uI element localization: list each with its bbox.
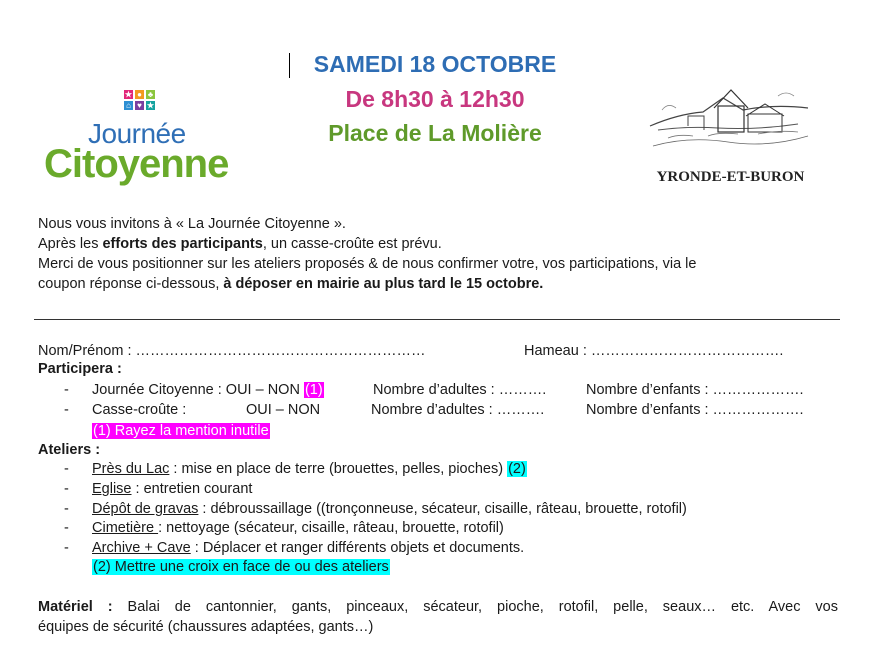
journee-adults-field[interactable]: Nombre d’adultes : ……….: [373, 382, 547, 398]
casse-croute-label: Casse-croûte :: [92, 402, 187, 418]
event-place: Place de La Molière: [328, 120, 542, 146]
dash: -: [64, 382, 69, 398]
atelier-desc: : nettoyage (sécateur, cisaille, râteau, brouette, rotofil): [158, 520, 504, 536]
casse-croute-choice[interactable]: OUI – NON: [246, 402, 321, 418]
village-sketch-icon: [648, 86, 813, 166]
intro-line: [38, 234, 838, 254]
note-2: (2) Mettre une croix en face de ou des ateliers: [93, 559, 389, 575]
intro-text: coupon réponse ci-dessous,: [38, 276, 224, 292]
materiel-paragraph: [38, 597, 838, 637]
note-mark-2: (2): [508, 461, 526, 477]
casse-croute-children-field[interactable]: Nombre d’enfants : ……………….: [586, 402, 804, 418]
atelier-name: Archive + Cave: [92, 540, 191, 556]
atelier-name: Dépôt de gravas: [92, 501, 199, 517]
atelier-name: Cimetière: [92, 520, 159, 536]
atelier-item[interactable]: [92, 539, 524, 558]
note-1: (1) Rayez la mention inutile: [93, 423, 269, 439]
logo-square-icon: ♥: [135, 101, 144, 110]
materiel-text: équipes de sécurité (chaussures adaptées, gants…): [38, 619, 374, 635]
materiel-label: Matériel :: [38, 599, 113, 615]
materiel-text: Balai de cantonnier, gants, pinceaux, sécateur, pioche, rotofil, pelle, seaux… etc. Avec vos: [112, 599, 838, 615]
atelier-item[interactable]: [92, 519, 504, 538]
logo-square-icon: ★: [146, 101, 155, 110]
intro-paragraph: [38, 214, 838, 294]
ateliers-heading: [38, 441, 100, 460]
atelier-name: Près du Lac: [92, 461, 170, 477]
dash: -: [64, 402, 69, 418]
journee-label: Journée Citoyenne : OUI – NON: [92, 382, 300, 398]
logo-word-citoyenne: Citoyenne: [44, 142, 229, 186]
atelier-item[interactable]: [92, 460, 527, 479]
atelier-item[interactable]: [92, 480, 252, 499]
intro-bold: efforts des participants: [102, 236, 263, 252]
logo-square-icon: ★: [124, 90, 133, 99]
intro-line: [38, 274, 838, 294]
logo-word-journee: Journée: [88, 118, 186, 149]
logo-square-icon: ⌂: [124, 101, 133, 110]
participera-heading: [38, 360, 122, 379]
dash: -: [64, 461, 69, 477]
ateliers-label: Ateliers :: [38, 442, 101, 458]
hameau-field[interactable]: Hameau : ………………………………….: [524, 343, 784, 359]
journee-choice[interactable]: [92, 381, 324, 400]
dash: -: [64, 520, 69, 536]
logo-square-icon: ♣: [147, 90, 154, 99]
atelier-name: Eglise: [92, 481, 132, 497]
participera-label: Participera :: [38, 361, 122, 377]
atelier-desc: : débroussaillage ((tronçonneuse, sécateur, cisaille, râteau, brouette, rotofil): [198, 501, 687, 517]
page-title: SAMEDI 18 OCTOBRE: [313, 51, 557, 77]
dash: -: [64, 481, 69, 497]
dash: -: [64, 540, 69, 556]
deadline-text: à déposer en mairie au plus tard le 15 octobre.: [223, 276, 544, 292]
logo-square-icon: ●: [135, 90, 144, 99]
intro-text: , un casse-croûte est prévu.: [262, 236, 442, 252]
intro-line: Nous vous invitons à « La Journée Citoyenne ».: [38, 216, 346, 232]
atelier-desc: : entretien courant: [131, 481, 253, 497]
note-mark-1: (1): [304, 382, 323, 398]
atelier-desc: : mise en place de terre (brouettes, pelles, pioches): [169, 461, 508, 477]
intro-text: Après les: [38, 236, 103, 252]
separator-line: [34, 319, 840, 320]
casse-croute-adults-field[interactable]: Nombre d’adultes : ……….: [371, 402, 545, 418]
nom-prenom-field[interactable]: Nom/Prénom : ……………………………………………………: [38, 343, 426, 359]
atelier-item[interactable]: [92, 500, 687, 519]
yronde-et-buron-logo: [648, 86, 813, 196]
journee-children-field[interactable]: Nombre d’enfants : ……………….: [586, 382, 804, 398]
journee-citoyenne-logo: [44, 88, 244, 188]
event-time: De 8h30 à 12h30: [345, 86, 525, 112]
atelier-desc: : Déplacer et ranger différents objets et documents.: [190, 540, 525, 556]
commune-name: YRONDE-ET-BURON: [656, 169, 805, 185]
intro-line: Merci de vous positionner sur les ateliers proposés & de nous confirmer votre, vos participations, via le: [38, 256, 697, 272]
dash: -: [64, 501, 69, 517]
